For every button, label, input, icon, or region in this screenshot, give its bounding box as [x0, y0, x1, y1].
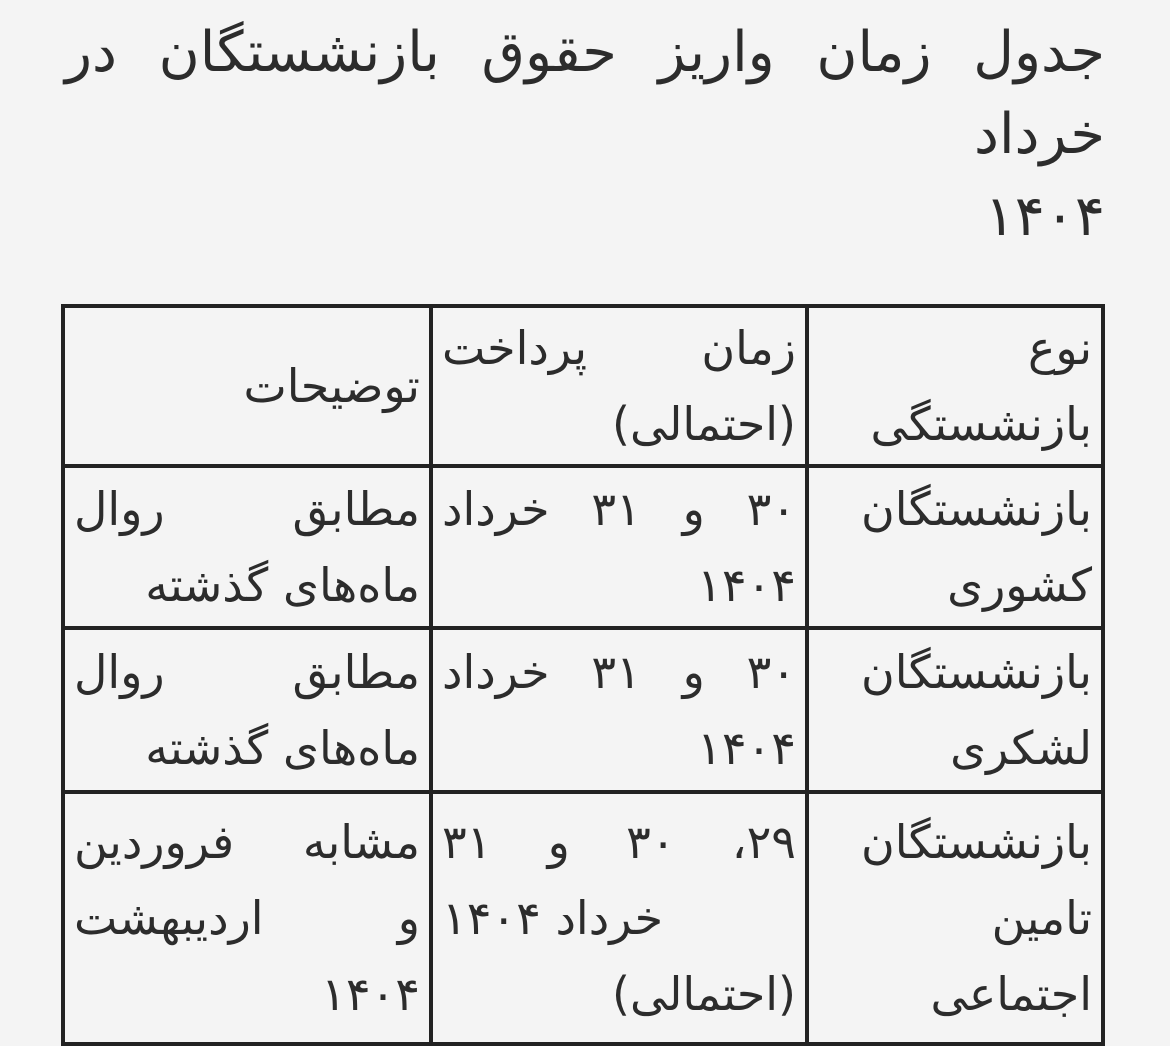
- table-row-social-security-retirees: [63, 792, 1103, 1044]
- cell-line: ۱۴۰۴: [321, 967, 420, 1021]
- cell-line: مطابق روال: [74, 482, 420, 536]
- header-cell-notes: [63, 306, 431, 466]
- cell-line: خرداد ۱۴۰۴: [442, 891, 664, 945]
- cell-line: ۳۰ و ۳۱ خرداد: [442, 482, 796, 536]
- cell-line: ۳۰ و ۳۱ خرداد: [442, 645, 796, 699]
- cell-line: ۱۴۰۴: [697, 558, 796, 612]
- table-row-civil-retirees: [63, 466, 1103, 628]
- cell-line: مشابه فروردین: [74, 815, 420, 869]
- cell-line: تامین: [991, 891, 1092, 945]
- pension-payment-schedule-table: [61, 304, 1105, 1046]
- cell-notes: [63, 628, 431, 792]
- cell-payment-time: [431, 466, 807, 628]
- cell-line: نوع: [1027, 321, 1092, 375]
- table-header-row: [63, 306, 1103, 466]
- cell-line: بازنشستگان: [861, 645, 1092, 699]
- cell-line: ۱۴۰۴: [697, 721, 796, 775]
- cell-line: بازنشستگی: [870, 397, 1092, 451]
- cell-payment-time: [431, 628, 807, 792]
- cell-line: ۲۹، ۳۰ و ۳۱: [442, 815, 796, 869]
- header-cell-retirement-type: [807, 306, 1103, 466]
- cell-line: لشکری: [950, 721, 1092, 775]
- cell-line: مطابق روال: [74, 645, 420, 699]
- cell-retirement-type: [807, 792, 1103, 1044]
- cell-line: زمان پرداخت: [442, 321, 796, 375]
- cell-line: کشوری: [947, 558, 1092, 612]
- cell-line: بازنشستگان: [861, 482, 1092, 536]
- cell-line: (احتمالی): [612, 967, 796, 1021]
- cell-notes: [63, 466, 431, 628]
- cell-notes: [63, 792, 431, 1044]
- cell-line: ماه‌های گذشته: [145, 721, 420, 775]
- page-title: [65, 12, 1105, 258]
- cell-line: (احتمالی): [612, 397, 796, 451]
- cell-line: و اردیبهشت: [74, 891, 420, 945]
- page-title-line: ۱۴۰۴: [984, 184, 1105, 249]
- cell-line: بازنشستگان: [861, 815, 1092, 869]
- cell-retirement-type: [807, 466, 1103, 628]
- cell-line: توضیحات: [243, 359, 420, 413]
- cell-line: اجتماعی: [930, 967, 1092, 1021]
- cell-payment-time: [431, 792, 807, 1044]
- cell-line: ماه‌های گذشته: [145, 558, 420, 612]
- header-cell-payment-time: [431, 306, 807, 466]
- cell-retirement-type: [807, 628, 1103, 792]
- page-title-line: جدول زمان واریز حقوق بازنشستگان در خرداد: [65, 20, 1105, 167]
- table-row-military-retirees: [63, 628, 1103, 792]
